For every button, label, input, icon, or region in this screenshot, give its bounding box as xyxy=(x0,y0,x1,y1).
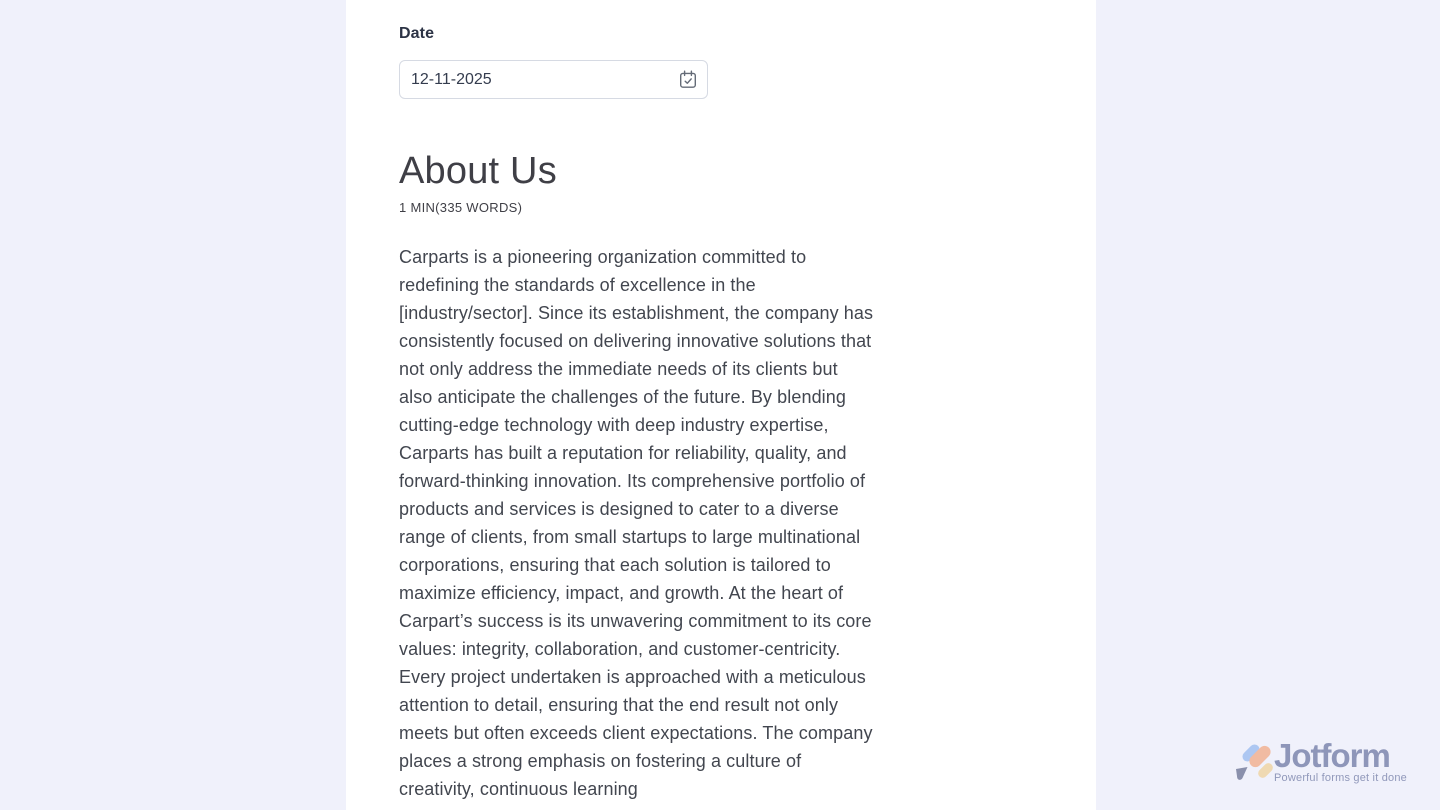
about-paragraph: Carparts is a pioneering organization committed to redefining the standards of excellence in the [industry/sector]. Since its establishment, the company has consistently focused on delivering innovative solutions that not only address the immediate needs of its clients but also anticipate the challenges of the future. By blending cutting-edge technology with deep industry expertise, Carparts has built a reputation for reliability, quality, and forward-thinking innovation. Its comprehensive portfolio of products and services is designed to cater to a diverse range of clients, from small startups to large multinational corporations, ensuring that each solution is tailored to maximize efficiency, impact, and growth. At the heart of Carpart’s success is its unwavering commitment to its core values: integrity, collaboration, and customer-centricity. Every project undertaken is approached with a meticulous attention to detail, ensuring that the end result not only meets but often exceeds client expectations. The company places a strong emphasis on fostering a culture of creativity, continuous learning xyxy=(399,246,874,799)
jotform-branding-link[interactable] xyxy=(1235,737,1407,784)
date-field-label: Date xyxy=(399,25,435,42)
date-input-wrap xyxy=(399,60,708,99)
reading-time-label: 1 MIN(335 WORDS) xyxy=(399,199,523,215)
about-heading: About Us xyxy=(399,150,557,192)
jotform-tagline: Powerful forms get it done xyxy=(1274,772,1407,784)
about-section xyxy=(399,150,1044,803)
form-content xyxy=(346,0,1096,803)
form-card xyxy=(346,0,1096,810)
calendar-picker-button[interactable] xyxy=(677,69,699,91)
jotform-wordmark: Jotform xyxy=(1274,737,1390,774)
jotform-brand-text xyxy=(1274,737,1407,784)
date-input[interactable] xyxy=(399,60,708,99)
jotform-logo-icon xyxy=(1235,742,1273,784)
calendar-check-icon xyxy=(679,70,697,89)
date-field xyxy=(399,25,1044,99)
